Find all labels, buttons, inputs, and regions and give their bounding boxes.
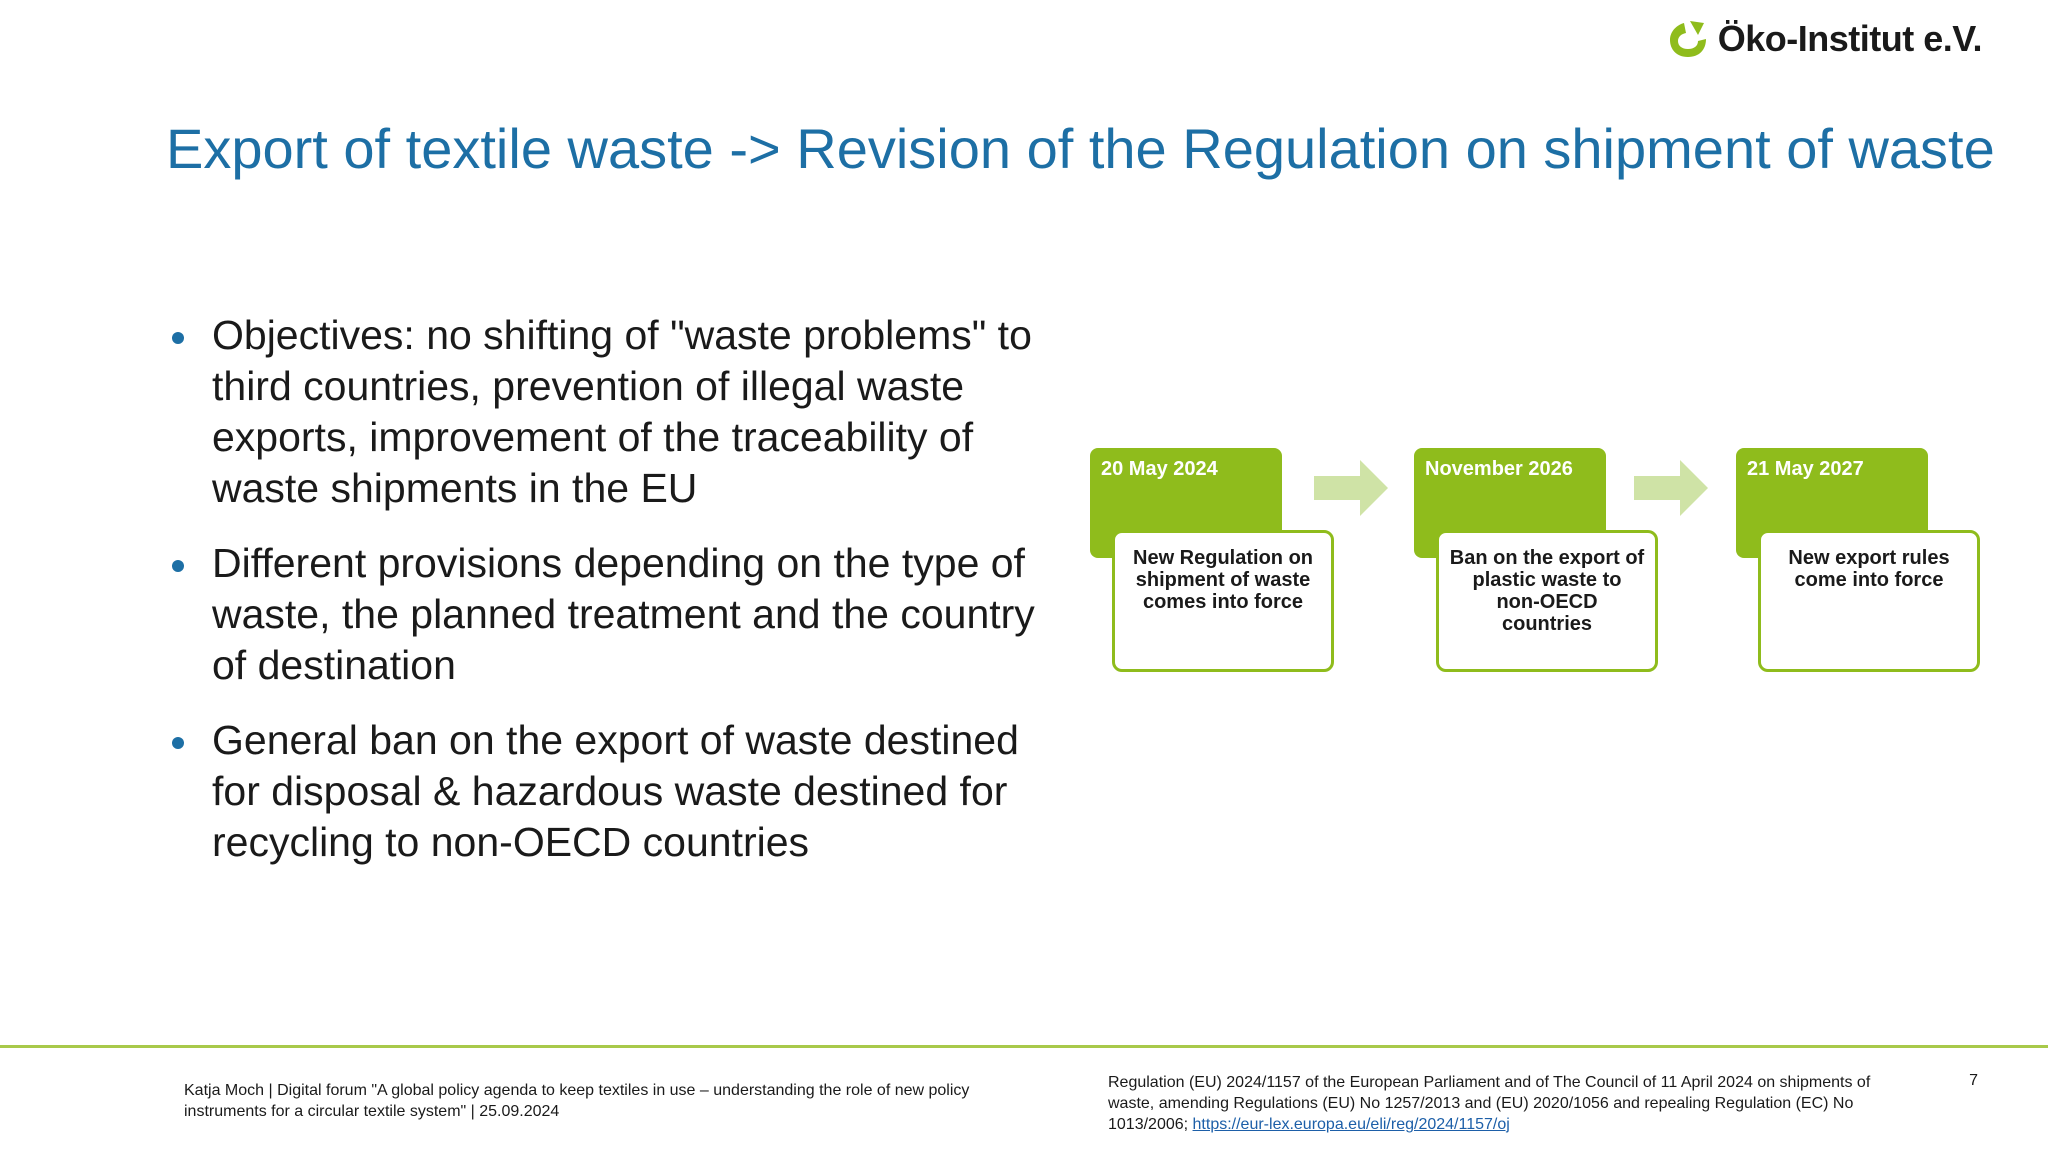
bullet-text: Objectives: no shifting of "waste problems" to third countries, prevention of illegal waste exports, improvement of the traceability of waste shipments in the EU <box>212 312 1032 511</box>
arrow-right-icon <box>1314 460 1388 516</box>
bullet-list <box>166 310 1046 892</box>
bullet-text: General ban on the export of waste destined for disposal & hazardous waste destined for recycling to non-OECD countries <box>212 717 1019 865</box>
logo-text: Öko-Institut e.V. <box>1717 18 1982 59</box>
timeline-step <box>1414 448 1658 672</box>
eur-lex-link[interactable]: https://eur-lex.europa.eu/eli/reg/2024/1157/oj <box>1192 1116 1510 1133</box>
timeline-step <box>1736 448 1980 672</box>
bullet-dot-icon <box>172 560 184 572</box>
footer-reference-text: Regulation (EU) 2024/1157 of the European Parliament and of The Council of 11 April 2024 on shipments of waste, amending Regulations (EU) No 1257/2013 and (EU) 2020/1056 and repealing Regulation (EC) No 1013/2006; <box>1108 1074 1871 1133</box>
bullet-dot-icon <box>172 737 184 749</box>
footer-reference <box>1108 1072 1888 1135</box>
page-number: 7 <box>1969 1072 1978 1089</box>
footer-credit: Katja Moch | Digital forum "A global policy agenda to keep textiles in use – understanding the role of new policy instruments for a circular textile system" | 25.09.2024 <box>184 1082 970 1120</box>
bullet-text: Different provisions depending on the type of waste, the planned treatment and the country of destination <box>212 540 1035 688</box>
bullet-item <box>166 715 1046 868</box>
leaf-drop-icon <box>1668 19 1708 59</box>
arrow-right-icon <box>1634 460 1708 516</box>
page-title: Export of textile waste -> Revision of the Regulation on shipment of waste <box>166 117 1995 180</box>
timeline-step <box>1090 448 1334 672</box>
footer-divider <box>0 1045 2048 1048</box>
timeline-date: 20 May 2024 <box>1090 448 1282 558</box>
timeline-date: 21 May 2027 <box>1736 448 1928 558</box>
timeline-description: Ban on the export of plastic waste to non-OECD countries <box>1436 530 1658 672</box>
timeline-description: New export rules come into force <box>1758 530 1980 672</box>
logo <box>1668 14 1982 64</box>
bullet-item <box>166 538 1046 691</box>
bullet-item <box>166 310 1046 514</box>
timeline-description: New Regulation on shipment of waste comes into force <box>1112 530 1334 672</box>
bullet-dot-icon <box>172 332 184 344</box>
timeline-date: November 2026 <box>1414 448 1606 558</box>
timeline-diagram <box>1090 448 1990 678</box>
